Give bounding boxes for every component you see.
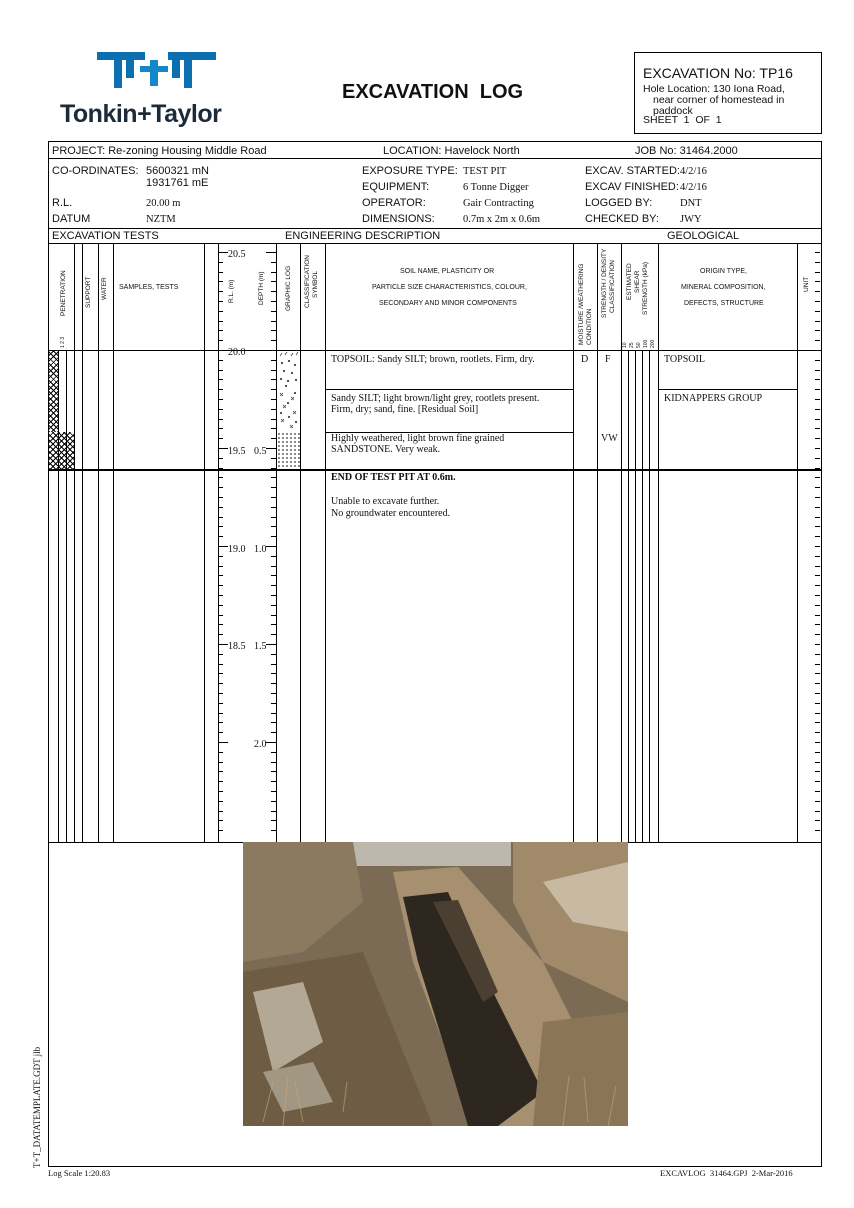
col-defects-structure: DEFECTS, STRUCTURE bbox=[684, 300, 764, 307]
unit-tick bbox=[815, 399, 820, 400]
unit-tick bbox=[815, 752, 820, 753]
dimensions-label: DIMENSIONS: bbox=[362, 213, 435, 225]
col-soil-name-2: PARTICLE SIZE CHARACTERISTICS, COLOUR, bbox=[372, 284, 527, 291]
datum-value: NZTM bbox=[146, 214, 176, 225]
unit-tick bbox=[815, 683, 820, 684]
dimensions-value: 0.7m x 2m x 0.6m bbox=[463, 214, 541, 225]
rl-tick bbox=[218, 791, 223, 792]
coordinates-label: CO-ORDINATES: bbox=[52, 165, 139, 177]
depth-tick bbox=[271, 321, 276, 322]
rl-tick bbox=[218, 526, 223, 527]
rl-tick bbox=[218, 556, 223, 557]
col-graphic-log: GRAPHIC LOG bbox=[285, 265, 292, 311]
depth-tick bbox=[271, 428, 276, 429]
rl-tick bbox=[218, 379, 223, 380]
operator-label: OPERATOR: bbox=[362, 197, 426, 209]
test-pit-photo bbox=[243, 842, 628, 1126]
rl-tick bbox=[218, 517, 223, 518]
rl-tick bbox=[218, 330, 223, 331]
col-rl: R.L. (m) bbox=[228, 279, 235, 303]
checked-by-value: JWY bbox=[680, 214, 702, 225]
depth-tick bbox=[271, 458, 276, 459]
file-reference: EXCAVLOG 31464.GPJ 2-Mar-2016 bbox=[660, 1168, 793, 1178]
rl-tick bbox=[218, 350, 228, 351]
unit-tick bbox=[815, 693, 820, 694]
unit-tick bbox=[815, 497, 820, 498]
rl-tick bbox=[218, 811, 223, 812]
log-scale: Log Scale 1:20.83 bbox=[48, 1168, 111, 1178]
unit-tick bbox=[815, 370, 820, 371]
rl-label: R.L. bbox=[52, 197, 73, 209]
rl-tick bbox=[218, 683, 223, 684]
col-shear-scale-25: 25 bbox=[629, 342, 635, 348]
rl-tick bbox=[218, 419, 223, 420]
rl-tick bbox=[218, 722, 223, 723]
unit-tick bbox=[815, 536, 820, 537]
rl-tick bbox=[218, 389, 223, 390]
depth-tick bbox=[271, 752, 276, 753]
rl-tick bbox=[218, 713, 223, 714]
depth-tick bbox=[271, 507, 276, 508]
unit-tick bbox=[815, 272, 820, 273]
rl-tick bbox=[218, 771, 223, 772]
tt-logo-mark-icon bbox=[60, 48, 250, 98]
rl-tick bbox=[218, 615, 223, 616]
unit-tick bbox=[815, 448, 820, 449]
unit-tick bbox=[815, 330, 820, 331]
checked-by-label: CHECKED BY: bbox=[585, 213, 659, 225]
depth-tick bbox=[266, 252, 276, 253]
rl-tick bbox=[218, 497, 223, 498]
rl-tick bbox=[218, 742, 228, 743]
unit-tick bbox=[815, 624, 820, 625]
depth-tick bbox=[271, 703, 276, 704]
project-field: PROJECT: Re-zoning Housing Middle Road bbox=[52, 145, 267, 157]
depth-tick bbox=[271, 683, 276, 684]
depth-tick bbox=[271, 624, 276, 625]
equipment-label: EQUIPMENT: bbox=[362, 181, 430, 193]
depth-tick bbox=[266, 742, 276, 743]
depth-tick bbox=[271, 654, 276, 655]
unit-tick bbox=[815, 507, 820, 508]
depth-tick bbox=[271, 389, 276, 390]
rl-tick bbox=[218, 644, 228, 645]
unit-tick bbox=[815, 654, 820, 655]
unit-tick bbox=[815, 252, 820, 253]
rl-tick bbox=[218, 546, 228, 547]
rl-tick bbox=[218, 360, 223, 361]
excavation-number: EXCAVATION No: TP16 bbox=[643, 65, 793, 81]
depth-tick bbox=[271, 379, 276, 380]
location-field: LOCATION: Havelock North bbox=[383, 145, 520, 157]
depth-tick bbox=[271, 419, 276, 420]
depth-tick bbox=[271, 566, 276, 567]
col-soil-name-3: SECONDARY AND MINOR COMPONENTS bbox=[379, 300, 517, 307]
unit-tick bbox=[815, 526, 820, 527]
rl-tick bbox=[218, 399, 223, 400]
unit-tick bbox=[815, 291, 820, 292]
depth-tick bbox=[271, 262, 276, 263]
hole-location-1: Hole Location: 130 Iona Road, bbox=[643, 83, 785, 95]
unit-tick bbox=[815, 732, 820, 733]
depth-tick bbox=[271, 272, 276, 273]
rl-tick bbox=[218, 566, 223, 567]
unit-tick bbox=[815, 820, 820, 821]
unit-tick bbox=[815, 615, 820, 616]
depth-tick bbox=[271, 664, 276, 665]
depth-tick bbox=[271, 615, 276, 616]
depth-tick bbox=[271, 830, 276, 831]
col-shear-scale-50: 50 bbox=[636, 342, 642, 348]
unit-tick bbox=[815, 830, 820, 831]
unit-tick bbox=[815, 438, 820, 439]
end-note-1: Unable to excavate further. bbox=[331, 496, 440, 507]
section-geological: GEOLOGICAL bbox=[667, 230, 740, 242]
sheet-number: SHEET 1 OF 1 bbox=[643, 114, 722, 126]
col-samples-tests: SAMPLES, TESTS bbox=[119, 284, 179, 291]
depth-tick bbox=[271, 605, 276, 606]
depth-tick bbox=[266, 546, 276, 547]
rl-tick bbox=[218, 703, 223, 704]
unit-tick bbox=[815, 477, 820, 478]
penetration-hatch-upper bbox=[49, 351, 58, 432]
depth-tick bbox=[271, 634, 276, 635]
rl-tick bbox=[218, 762, 223, 763]
excav-started-label: EXCAV. STARTED: bbox=[585, 165, 680, 177]
section-excavation-tests: EXCAVATION TESTS bbox=[52, 230, 159, 242]
rl-tick bbox=[218, 409, 223, 410]
layer-2-description-1: Sandy SILT; light brown/light grey, rootlets present. bbox=[331, 393, 540, 404]
col-depth: DEPTH (m) bbox=[258, 271, 265, 305]
graphic-log-sandstone bbox=[277, 432, 300, 469]
col-strength-density: STRENGTH / DENSITY bbox=[601, 248, 608, 318]
unit-tick bbox=[815, 722, 820, 723]
operator-value: Gair Contracting bbox=[463, 198, 534, 209]
col-support: SUPPORT bbox=[85, 276, 92, 308]
layer-3-strength: VW bbox=[601, 433, 618, 444]
rl-tick bbox=[218, 654, 223, 655]
unit-tick bbox=[815, 458, 820, 459]
depth-tick bbox=[271, 781, 276, 782]
depth-tick bbox=[271, 340, 276, 341]
rl-label-19-0: 19.0 bbox=[228, 544, 246, 555]
depth-tick bbox=[271, 575, 276, 576]
company-name: Tonkin+Taylor bbox=[60, 100, 222, 128]
excavation-id-box bbox=[634, 52, 822, 134]
unit-tick bbox=[815, 340, 820, 341]
layer-2-origin: KIDNAPPERS GROUP bbox=[664, 393, 763, 404]
col-mineral-composition: MINERAL COMPOSITION, bbox=[681, 284, 766, 291]
unit-tick bbox=[815, 281, 820, 282]
unit-tick bbox=[815, 428, 820, 429]
graphic-log-topsoil bbox=[277, 351, 300, 389]
rl-tick bbox=[218, 477, 223, 478]
depth-label-1-0: 1.0 bbox=[254, 544, 267, 555]
depth-tick bbox=[271, 820, 276, 821]
rl-tick bbox=[218, 752, 223, 753]
unit-tick bbox=[815, 762, 820, 763]
rl-tick bbox=[218, 801, 223, 802]
unit-tick bbox=[815, 350, 820, 351]
rl-tick bbox=[218, 820, 223, 821]
end-of-test-pit: END OF TEST PIT AT 0.6m. bbox=[331, 472, 456, 483]
unit-tick bbox=[815, 311, 820, 312]
unit-tick bbox=[815, 556, 820, 557]
rl-tick bbox=[218, 781, 223, 782]
rl-tick bbox=[218, 673, 223, 674]
unit-tick bbox=[815, 566, 820, 567]
depth-tick bbox=[271, 722, 276, 723]
hole-location-2: near corner of homestead in bbox=[653, 94, 785, 106]
layer-3-description-2: SANDSTONE. Very weak. bbox=[331, 444, 441, 455]
unit-tick bbox=[815, 801, 820, 802]
depth-tick bbox=[271, 791, 276, 792]
depth-tick bbox=[271, 301, 276, 302]
col-soil-name-1: SOIL NAME, PLASTICITY OR bbox=[400, 268, 495, 275]
coordinates-easting: 1931761 mE bbox=[146, 177, 209, 189]
unit-tick bbox=[815, 379, 820, 380]
unit-tick bbox=[815, 791, 820, 792]
rl-tick bbox=[218, 262, 223, 263]
rl-tick bbox=[218, 438, 223, 439]
rl-tick bbox=[218, 252, 228, 253]
depth-tick bbox=[271, 291, 276, 292]
rl-tick bbox=[218, 830, 223, 831]
depth-tick bbox=[271, 370, 276, 371]
rl-tick bbox=[218, 321, 223, 322]
unit-tick bbox=[815, 409, 820, 410]
layer-1-description: TOPSOIL: Sandy SILT; brown, rootlets. Firm, dry. bbox=[331, 354, 535, 365]
exposure-type-label: EXPOSURE TYPE: bbox=[362, 165, 458, 177]
depth-tick bbox=[266, 644, 276, 645]
col-origin-type: ORIGIN TYPE, bbox=[700, 268, 747, 275]
depth-tick bbox=[271, 693, 276, 694]
col-shear-scale-10: 10 bbox=[622, 342, 628, 348]
unit-tick bbox=[815, 487, 820, 488]
end-note-2: No groundwater encountered. bbox=[331, 508, 451, 519]
depth-tick bbox=[271, 311, 276, 312]
depth-tick bbox=[271, 281, 276, 282]
depth-tick bbox=[271, 771, 276, 772]
layer-2-description-2: Firm, dry; sand, fine. [Residual Soil] bbox=[331, 404, 479, 415]
template-side-label: T+T_DATATEMPLATE.GDT jlb bbox=[32, 1046, 42, 1168]
layer-1-moisture: D bbox=[581, 354, 589, 365]
rl-tick bbox=[218, 605, 223, 606]
depth-tick bbox=[271, 438, 276, 439]
depth-tick bbox=[271, 330, 276, 331]
rl-tick bbox=[218, 732, 223, 733]
exposure-type-value: TEST PIT bbox=[463, 166, 507, 177]
depth-tick bbox=[271, 713, 276, 714]
unit-tick bbox=[815, 546, 820, 547]
depth-tick bbox=[271, 762, 276, 763]
rl-tick bbox=[218, 634, 223, 635]
datum-label: DATUM bbox=[52, 213, 91, 225]
depth-tick bbox=[271, 556, 276, 557]
graphic-log-silt bbox=[277, 389, 300, 432]
col-shear: SHEAR bbox=[634, 270, 641, 293]
rl-tick bbox=[218, 281, 223, 282]
depth-tick bbox=[266, 448, 276, 449]
equipment-value: 6 Tonne Digger bbox=[463, 182, 529, 193]
rl-tick bbox=[218, 664, 223, 665]
rl-tick bbox=[218, 448, 228, 449]
depth-tick bbox=[271, 477, 276, 478]
depth-tick bbox=[271, 517, 276, 518]
depth-tick bbox=[271, 487, 276, 488]
depth-label-0-5: 0.5 bbox=[254, 446, 267, 457]
depth-tick bbox=[271, 732, 276, 733]
unit-tick bbox=[815, 634, 820, 635]
unit-tick bbox=[815, 781, 820, 782]
depth-label-2-0: 2.0 bbox=[254, 739, 267, 750]
job-number-field: JOB No: 31464.2000 bbox=[635, 145, 738, 157]
rl-tick bbox=[218, 458, 223, 459]
unit-tick bbox=[815, 262, 820, 263]
col-shear-strength: STRENGTH (kPa) bbox=[642, 261, 649, 315]
rl-label-20-0: 20.0 bbox=[228, 347, 246, 358]
unit-tick bbox=[815, 585, 820, 586]
depth-tick bbox=[266, 350, 276, 351]
rl-tick bbox=[218, 370, 223, 371]
rl-label-19-5: 19.5 bbox=[228, 446, 246, 457]
col-penetration-scale: 1 2 3 bbox=[60, 336, 66, 348]
unit-tick bbox=[815, 360, 820, 361]
col-penetration: PENETRATION bbox=[60, 270, 67, 316]
rl-tick bbox=[218, 624, 223, 625]
unit-tick bbox=[815, 713, 820, 714]
penetration-hatch-lower bbox=[49, 432, 74, 469]
depth-label-1-5: 1.5 bbox=[254, 641, 267, 652]
unit-tick bbox=[815, 301, 820, 302]
col-shear-scale-100: 100 bbox=[643, 339, 649, 348]
coordinates-northing: 5600321 mN bbox=[146, 165, 209, 177]
rl-tick bbox=[218, 272, 223, 273]
unit-tick bbox=[815, 575, 820, 576]
unit-tick bbox=[815, 321, 820, 322]
rl-tick bbox=[218, 575, 223, 576]
excav-finished-value: 4/2/16 bbox=[680, 182, 707, 193]
rl-tick bbox=[218, 291, 223, 292]
hole-location-3: paddock bbox=[653, 105, 693, 117]
col-moisture-condition: CONDITION bbox=[586, 308, 593, 345]
unit-tick bbox=[815, 771, 820, 772]
depth-tick bbox=[271, 673, 276, 674]
col-shear-estimated: ESTIMATED bbox=[626, 263, 633, 300]
rl-tick bbox=[218, 428, 223, 429]
rl-tick bbox=[218, 301, 223, 302]
rl-tick bbox=[218, 311, 223, 312]
depth-tick bbox=[271, 536, 276, 537]
col-shear-scale-200: 200 bbox=[650, 339, 656, 348]
rl-tick bbox=[218, 595, 223, 596]
layer-1-origin: TOPSOIL bbox=[664, 354, 705, 365]
excav-started-value: 4/2/16 bbox=[680, 166, 707, 177]
unit-tick bbox=[815, 605, 820, 606]
col-classification-symbol: SYMBOL bbox=[312, 270, 319, 298]
col-unit: UNIT bbox=[803, 276, 810, 292]
depth-tick bbox=[271, 409, 276, 410]
unit-tick bbox=[815, 673, 820, 674]
rl-tick bbox=[218, 585, 223, 586]
rl-label-18-5: 18.5 bbox=[228, 641, 246, 652]
unit-tick bbox=[815, 703, 820, 704]
depth-tick bbox=[271, 585, 276, 586]
depth-tick bbox=[271, 811, 276, 812]
rl-tick bbox=[218, 507, 223, 508]
unit-tick bbox=[815, 419, 820, 420]
rl-label-20-5: 20.5 bbox=[228, 249, 246, 260]
col-water: WATER bbox=[101, 277, 108, 300]
rl-value: 20.00 m bbox=[146, 198, 181, 209]
depth-tick bbox=[271, 497, 276, 498]
page-title: EXCAVATION LOG bbox=[342, 81, 524, 103]
unit-tick bbox=[815, 389, 820, 390]
layer-3-description-1: Highly weathered, light brown fine grained bbox=[331, 433, 505, 444]
unit-tick bbox=[815, 811, 820, 812]
unit-tick bbox=[815, 664, 820, 665]
col-classification: CLASSIFICATION bbox=[304, 255, 311, 308]
unit-tick bbox=[815, 517, 820, 518]
unit-tick bbox=[815, 595, 820, 596]
col-strength-classification: CLASSIFICATION bbox=[609, 260, 616, 313]
rl-tick bbox=[218, 487, 223, 488]
excav-finished-label: EXCAV FINISHED: bbox=[585, 181, 679, 193]
rl-tick bbox=[218, 340, 223, 341]
logged-by-value: DNT bbox=[680, 198, 702, 209]
logged-by-label: LOGGED BY: bbox=[585, 197, 653, 209]
unit-tick bbox=[815, 742, 820, 743]
section-engineering-description: ENGINEERING DESCRIPTION bbox=[285, 230, 441, 242]
depth-tick bbox=[271, 595, 276, 596]
unit-tick bbox=[815, 644, 820, 645]
depth-tick bbox=[271, 526, 276, 527]
depth-tick bbox=[271, 801, 276, 802]
col-moisture-weathering: MOISTURE /WEATHERING bbox=[578, 263, 585, 345]
company-logo bbox=[60, 48, 250, 133]
depth-tick bbox=[271, 360, 276, 361]
layer-1-strength: F bbox=[605, 354, 611, 365]
rl-tick bbox=[218, 536, 223, 537]
rl-tick bbox=[218, 693, 223, 694]
depth-tick bbox=[271, 399, 276, 400]
